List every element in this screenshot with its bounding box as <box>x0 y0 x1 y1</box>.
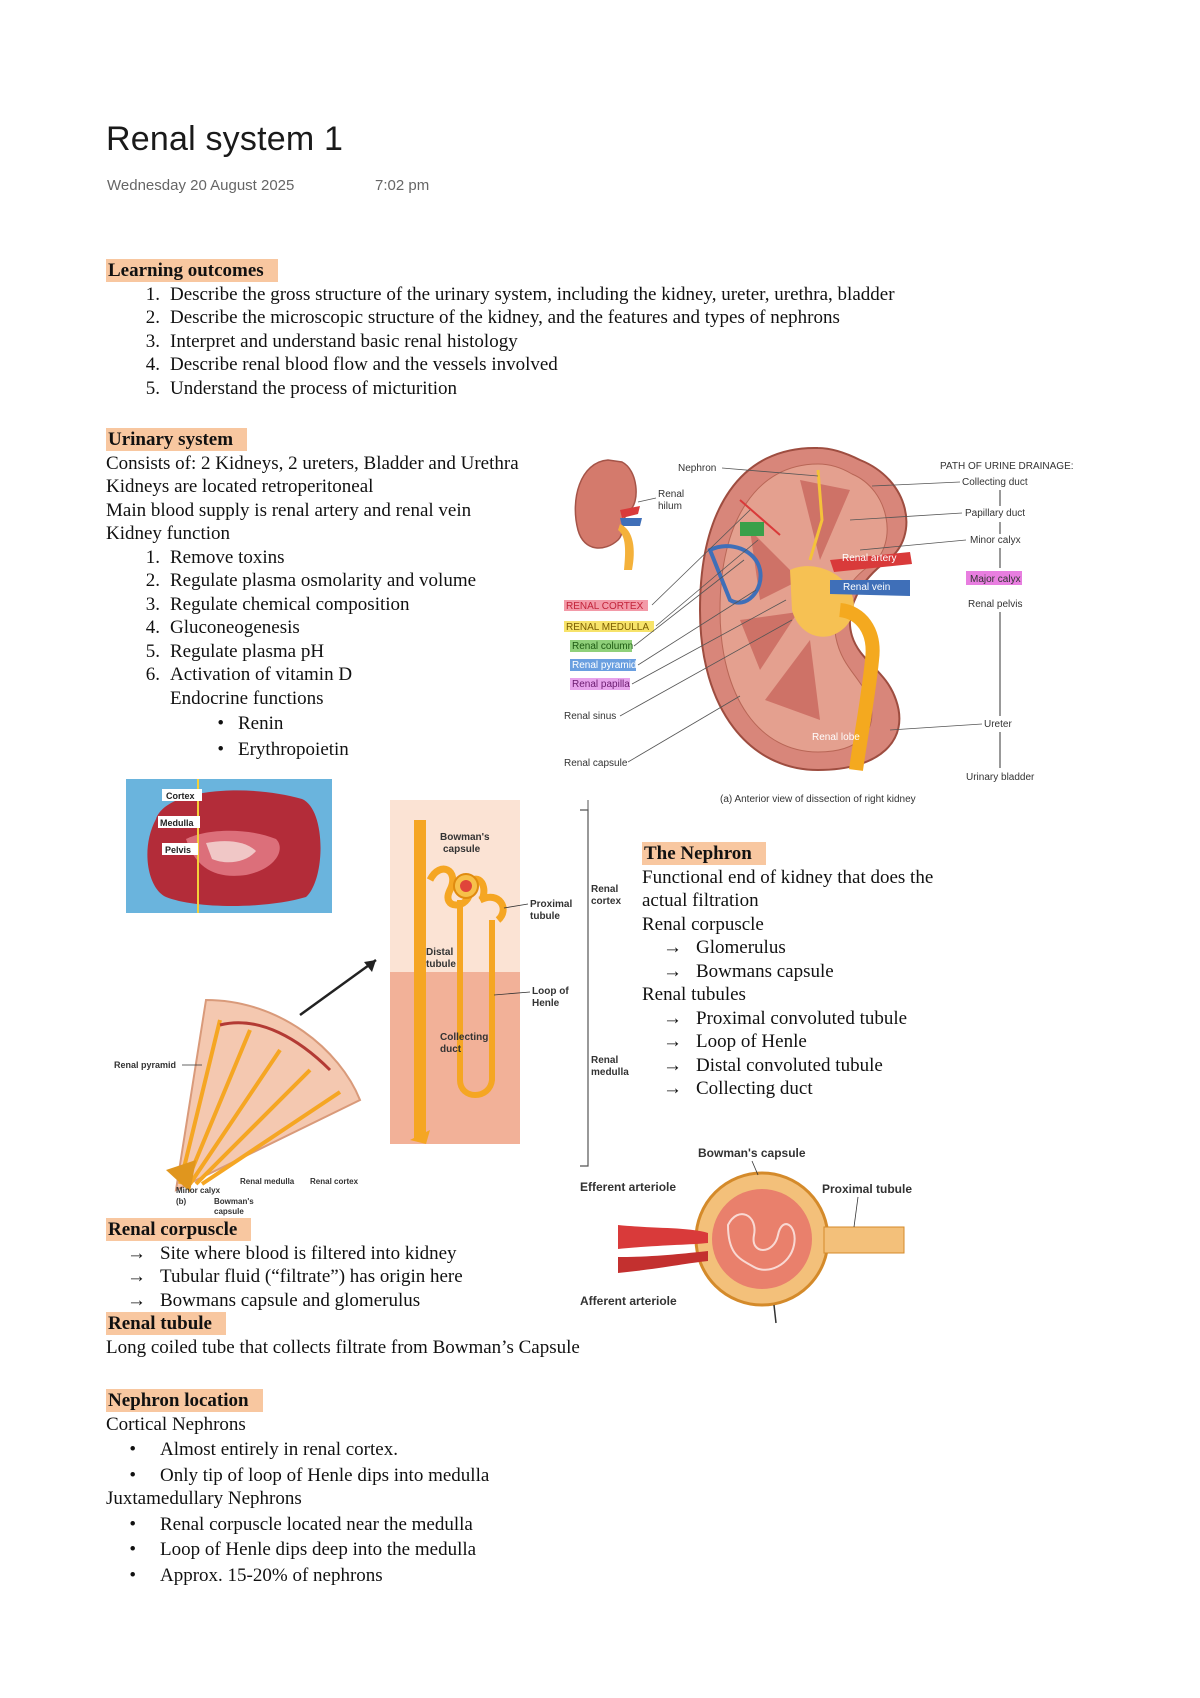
text-line: Kidney function <box>106 523 231 544</box>
text-line: actual filtration <box>642 890 759 911</box>
svg-text:Renal: Renal <box>591 1055 619 1066</box>
list-item: 2. Describe the microscopic structure of the kidney, and the features and types of nephrons <box>145 307 840 328</box>
renal-corpuscle-section <box>106 1218 580 1359</box>
text-line: Renal corpuscle <box>642 913 764 935</box>
svg-text:Minor calyx: Minor calyx <box>176 1186 221 1195</box>
svg-text:(a) Anterior view of dissectio: (a) Anterior view of dissection of right kidney <box>720 794 916 805</box>
urinary-system-heading: Urinary system <box>106 428 247 451</box>
renal-corpuscle-heading: Renal corpuscle <box>106 1218 251 1241</box>
learning-outcomes-heading: Learning outcomes <box>106 259 278 282</box>
text-line: Endocrine functions <box>170 687 324 709</box>
svg-text:Renal papilla: Renal papilla <box>572 679 630 690</box>
list-item: → Collecting duct <box>663 1078 813 1099</box>
list-item: 2. Regulate plasma osmolarity and volume <box>145 570 477 591</box>
svg-text:Renal pyramid: Renal pyramid <box>572 660 637 671</box>
page-time: 7:02 pm <box>375 177 430 194</box>
svg-text:Renal: Renal <box>658 489 685 500</box>
list-item: → Bowmans capsule and glomerulus <box>127 1289 421 1311</box>
svg-text:Urinary bladder: Urinary bladder <box>966 772 1035 783</box>
text-line: Main blood supply is renal artery and renal vein <box>106 499 472 521</box>
svg-text:Afferent arteriole: Afferent arteriole <box>580 1294 677 1308</box>
list-item: → Tubular fluid (“filtrate”) has origin here <box>127 1266 463 1287</box>
urinary-system-section <box>106 428 519 761</box>
list-item: 6. Activation of vitamin D <box>145 664 353 685</box>
svg-text:Ureter: Ureter <box>984 719 1012 730</box>
list-item: → Bowmans capsule <box>663 960 834 982</box>
svg-text:Distal: Distal <box>426 947 454 958</box>
svg-text:Pelvis: Pelvis <box>165 845 192 855</box>
svg-text:Nephron: Nephron <box>678 463 717 474</box>
list-item: → Loop of Henle <box>663 1031 807 1052</box>
list-item: 4. Gluconeogenesis <box>145 617 300 638</box>
list-item: 3. Regulate chemical composition <box>145 593 410 615</box>
svg-text:Proximal tubule: Proximal tubule <box>822 1182 913 1196</box>
list-item: → Distal convoluted tubule <box>663 1054 883 1076</box>
svg-text:Renal artery: Renal artery <box>842 553 897 564</box>
svg-text:RENAL CORTEX: RENAL CORTEX <box>566 601 644 612</box>
page-title: Renal system 1 <box>106 120 344 158</box>
svg-text:Renal pelvis: Renal pelvis <box>968 599 1023 610</box>
list-item: • Almost entirely in renal cortex. <box>129 1439 398 1460</box>
svg-text:Henle: Henle <box>532 998 560 1009</box>
nephron-heading: The Nephron <box>642 842 766 865</box>
list-item: • Renin <box>217 713 284 734</box>
kidney-dissection-figure <box>560 440 1080 810</box>
list-item: • Loop of Henle dips deep into the medulla <box>129 1539 477 1560</box>
list-item: • Renal corpuscle located near the medulla <box>129 1513 473 1535</box>
list-item: • Erythropoietin <box>217 738 349 760</box>
svg-text:Cortex: Cortex <box>166 791 195 801</box>
svg-text:Collecting duct: Collecting duct <box>962 477 1028 488</box>
svg-text:Renal pyramid: Renal pyramid <box>114 1060 177 1070</box>
svg-text:Efferent arteriole: Efferent arteriole <box>580 1180 677 1194</box>
svg-text:Renal capsule: Renal capsule <box>564 758 628 769</box>
svg-text:PATH OF URINE DRAINAGE:: PATH OF URINE DRAINAGE: <box>940 461 1074 472</box>
text-line: Kidneys are located retroperitoneal <box>106 476 374 497</box>
list-item: 1. Remove toxins <box>145 546 285 568</box>
text-line: Renal tubules <box>642 984 746 1005</box>
svg-text:tubule: tubule <box>426 959 456 970</box>
svg-text:Renal sinus: Renal sinus <box>564 711 617 722</box>
svg-text:Renal lobe: Renal lobe <box>812 732 860 743</box>
list-item: 1. Describe the gross structure of the urinary system, including the kidney, ureter, urethra, bladder <box>145 283 895 305</box>
svg-text:Renal vein: Renal vein <box>843 582 891 593</box>
svg-text:Renal medulla: Renal medulla <box>240 1177 295 1186</box>
svg-text:duct: duct <box>440 1044 462 1055</box>
svg-text:Proximal: Proximal <box>530 899 573 910</box>
svg-text:Medulla: Medulla <box>160 818 194 828</box>
svg-text:Collecting: Collecting <box>440 1032 489 1043</box>
list-item: 5. Regulate plasma pH <box>145 640 325 662</box>
svg-text:Loop of: Loop of <box>532 986 569 997</box>
svg-text:RENAL MEDULLA: RENAL MEDULLA <box>566 622 649 633</box>
list-item: → Proximal convoluted tubule <box>663 1007 908 1029</box>
svg-text:(b): (b) <box>176 1197 187 1206</box>
text-line: Juxtamedullary Nephrons <box>106 1488 302 1509</box>
list-item: • Only tip of loop of Henle dips into medulla <box>129 1464 490 1486</box>
svg-text:Minor calyx: Minor calyx <box>970 535 1021 546</box>
text-line: Long coiled tube that collects filtrate from Bowman’s Capsule <box>106 1336 580 1358</box>
learning-outcomes-section <box>106 259 895 400</box>
svg-text:cortex: cortex <box>591 896 622 907</box>
glomerulus-figure <box>578 1145 928 1325</box>
list-item: → Site where blood is filtered into kidney <box>127 1242 457 1264</box>
nephron-location-heading: Nephron location <box>106 1389 263 1412</box>
text-line: Consists of: 2 Kidneys, 2 ureters, Bladder and Urethra <box>106 452 519 474</box>
svg-text:medulla: medulla <box>591 1067 629 1078</box>
svg-text:tubule: tubule <box>530 911 560 922</box>
text-line: Cortical Nephrons <box>106 1413 246 1435</box>
text-line: Functional end of kidney that does the <box>642 866 934 888</box>
list-item: • Approx. 15-20% of nephrons <box>129 1564 383 1586</box>
list-item: 4. Describe renal blood flow and the vessels involved <box>145 354 558 375</box>
svg-text:Bowman's: Bowman's <box>214 1197 254 1206</box>
svg-text:Bowman's: Bowman's <box>440 832 490 843</box>
nephron-location-section <box>106 1389 489 1587</box>
svg-text:Renal cortex: Renal cortex <box>310 1177 359 1186</box>
svg-text:Major calyx: Major calyx <box>970 574 1021 585</box>
svg-text:Bowman's capsule: Bowman's capsule <box>698 1146 806 1160</box>
svg-text:Renal: Renal <box>591 884 619 895</box>
svg-text:Renal column: Renal column <box>572 641 634 652</box>
svg-text:hilum: hilum <box>658 501 682 512</box>
renal-tubule-heading: Renal tubule <box>106 1312 226 1335</box>
page-date: Wednesday 20 August 2025 <box>107 177 295 194</box>
list-item: 5. Understand the process of micturition <box>145 377 458 399</box>
svg-text:capsule: capsule <box>214 1207 244 1216</box>
svg-text:capsule: capsule <box>443 844 481 855</box>
list-item: → Glomerulus <box>663 937 786 958</box>
nephron-section <box>642 842 933 1101</box>
list-item: 3. Interpret and understand basic renal histology <box>145 330 518 352</box>
svg-text:Papillary duct: Papillary duct <box>965 508 1026 519</box>
